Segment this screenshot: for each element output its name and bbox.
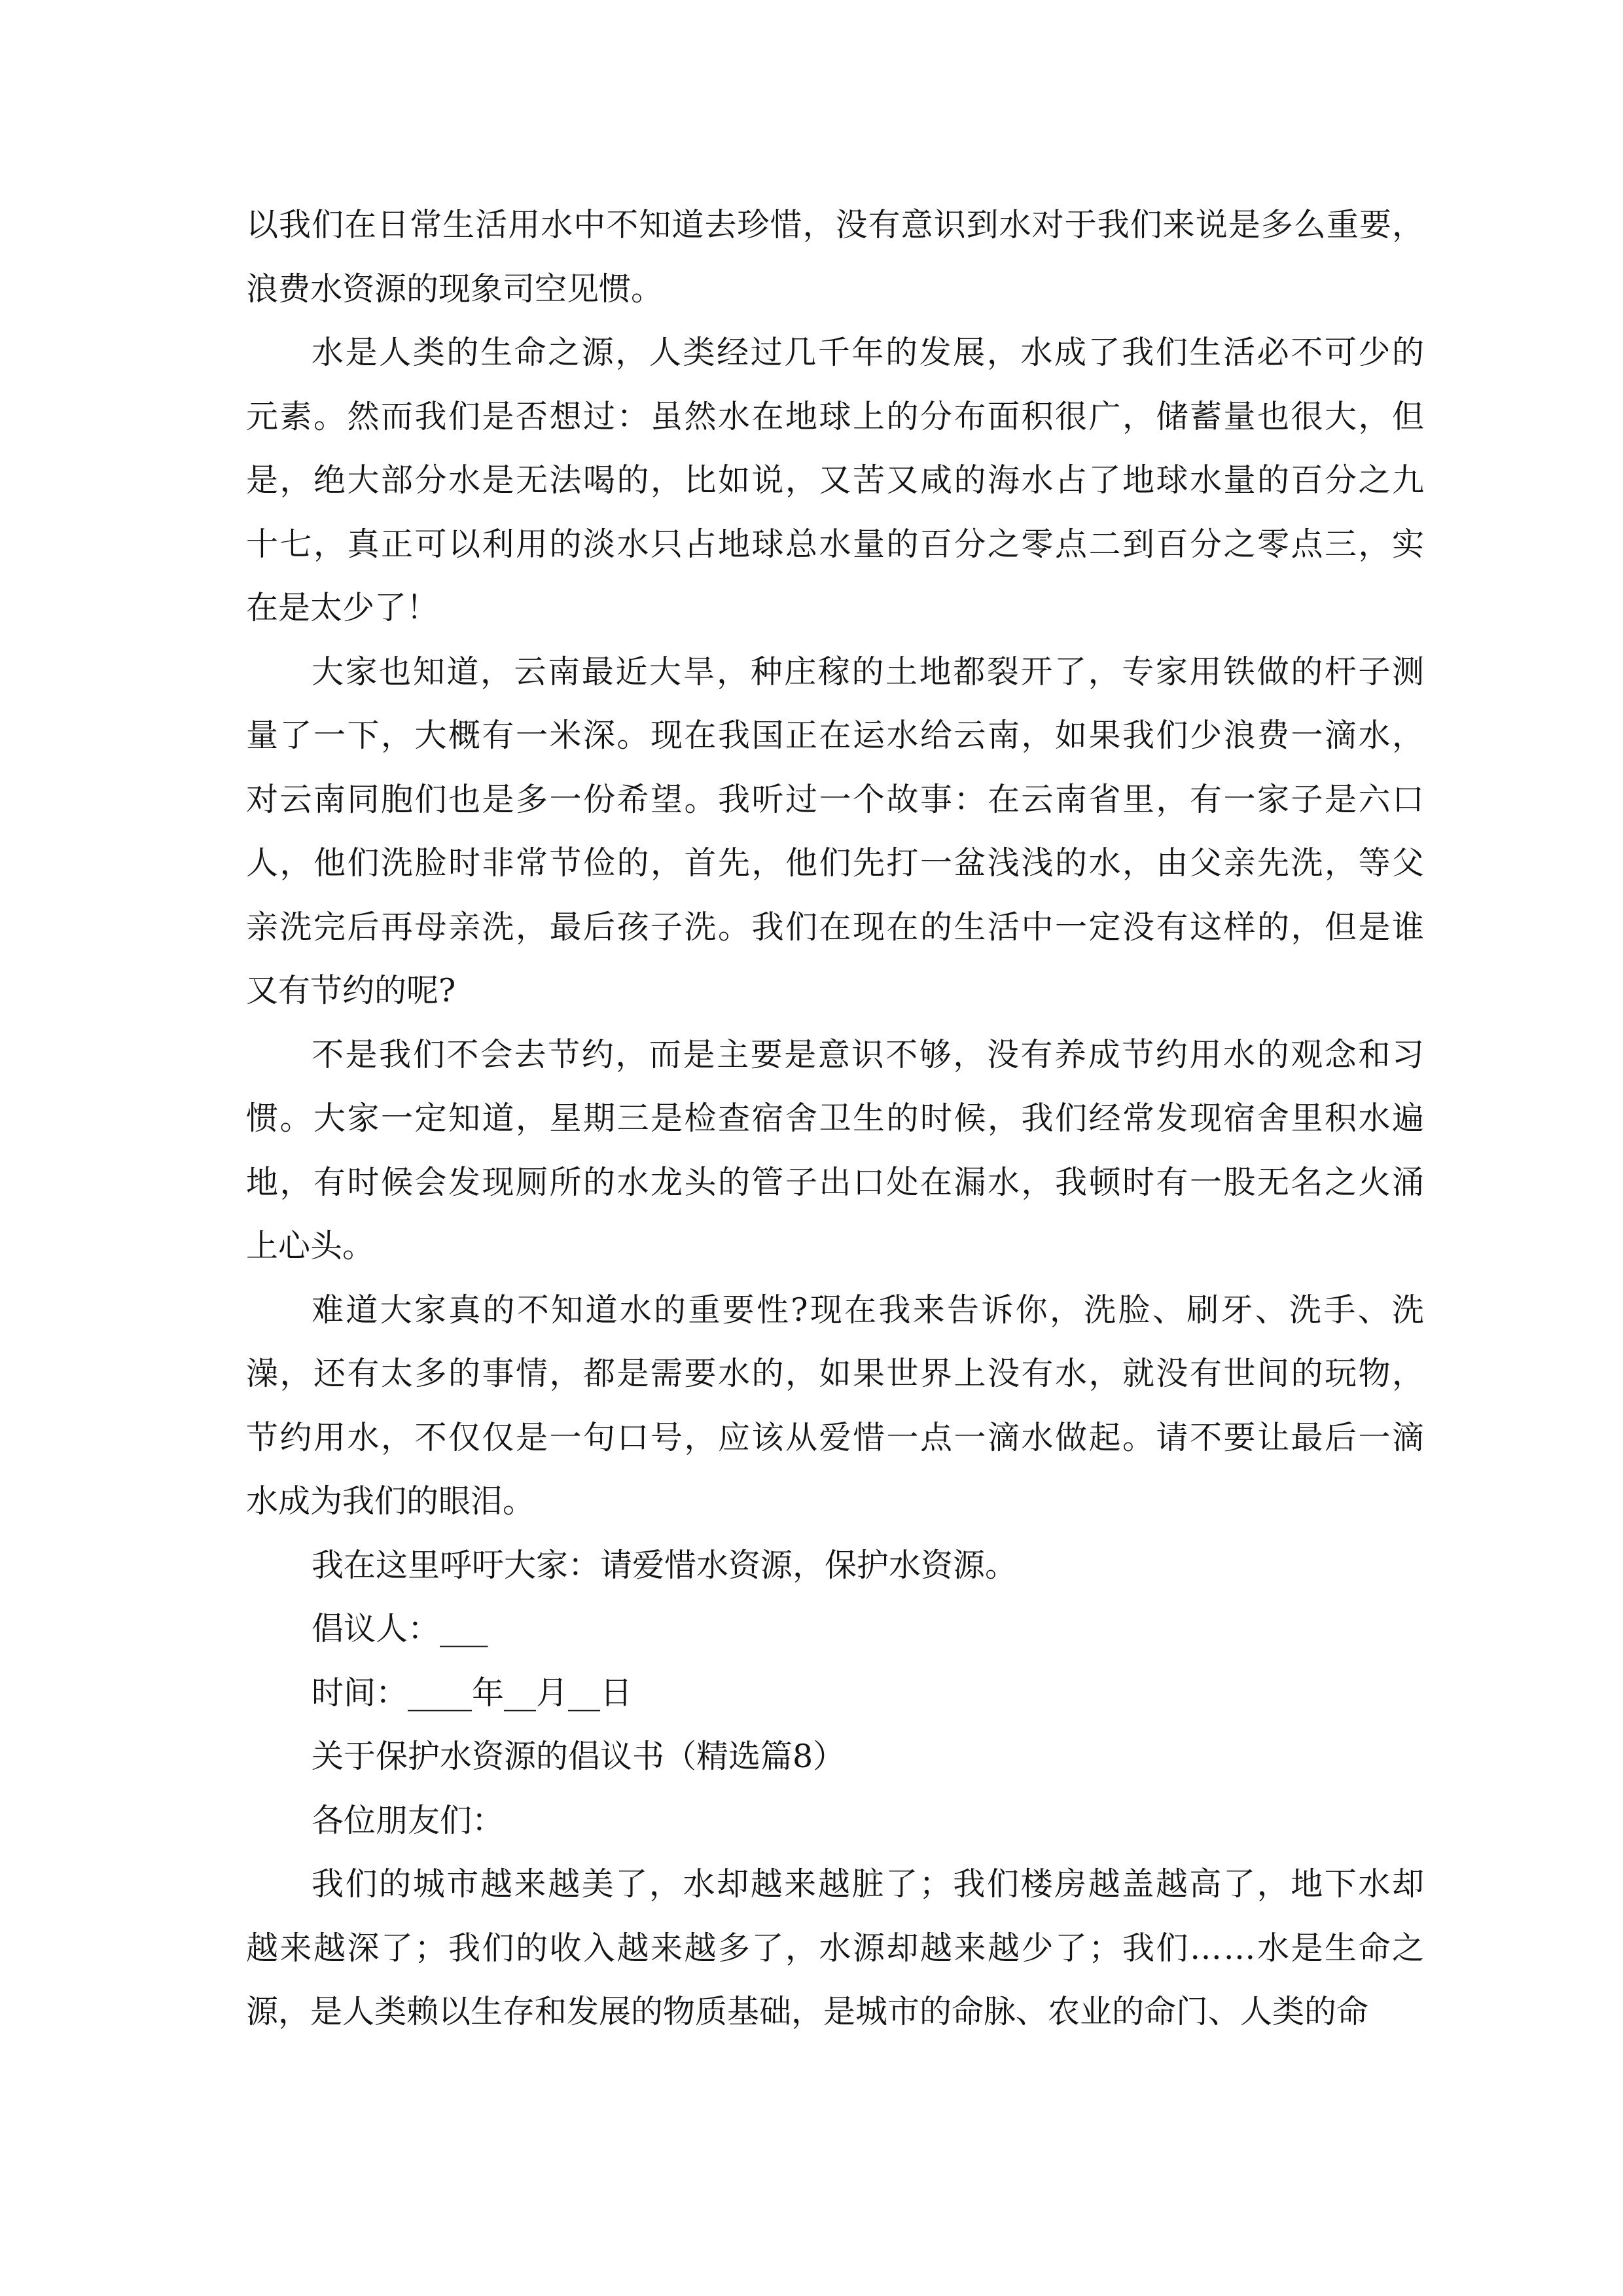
text-line: 越来越深了；我们的收入越来越多了，水源却越来越少了；我们……水是生命之 bbox=[246, 1929, 1426, 1967]
text-line: 各位朋友们： bbox=[312, 1801, 505, 1839]
paragraph-1 bbox=[246, 193, 1424, 321]
text-line: 上心头。 bbox=[246, 1227, 375, 1265]
section-title bbox=[246, 1725, 1424, 1789]
text-line: 我们的城市越来越美了，水却越来越脏了；我们楼房越盖越高了，地下水却 bbox=[312, 1865, 1426, 1903]
text-line: 在是太少了！ bbox=[246, 589, 439, 626]
text-line: 水是人类的生命之源，人类经过几千年的发展，水成了我们生活必不可少的 bbox=[312, 334, 1426, 371]
initiator-line bbox=[246, 1597, 1424, 1661]
paragraph-2 bbox=[246, 321, 1424, 640]
text-line: 难道大家真的不知道水的重要性?现在我来告诉你，洗脸、刷牙、洗手、洗 bbox=[312, 1291, 1427, 1329]
paragraph-5 bbox=[246, 1278, 1427, 1534]
text-line: 大家也知道，云南最近大旱，种庄稼的土地都裂开了，专家用铁做的杆子测 bbox=[312, 653, 1426, 691]
text-line: 关于保护水资源的倡议书（精选篇8） bbox=[312, 1738, 846, 1775]
text-line: 亲洗完后再母亲洗，最后孩子洗。我们在现在的生活中一定没有这样的，但是谁 bbox=[246, 908, 1426, 946]
text-line: 惯。大家一定知道，星期三是检查宿舍卫生的时候，我们经常发现宿舍里积水遍 bbox=[246, 1100, 1426, 1137]
text-line: 以我们在日常生活用水中不知道去珍惜，没有意识到水对于我们来说是多么重要， bbox=[246, 206, 1425, 243]
paragraph-3 bbox=[246, 640, 1424, 1023]
paragraph-6 bbox=[246, 1852, 1424, 2044]
text-line: 时间：____年__月__日 bbox=[312, 1674, 633, 1712]
text-line: 澡，还有太多的事情，都是需要水的，如果世界上没有水，就没有世间的玩物， bbox=[246, 1355, 1426, 1392]
text-line: 水成为我们的眼泪。 bbox=[246, 1482, 535, 1520]
text-line: 人，他们洗脸时非常节俭的，首先，他们先打一盆浅浅的水，由父亲先洗，等父 bbox=[246, 844, 1426, 882]
date-line bbox=[246, 1661, 1424, 1725]
text-line: 源，是人类赖以生存和发展的物质基础，是城市的命脉、农业的命门、人类的命 bbox=[246, 1993, 1369, 2030]
salutation bbox=[246, 1789, 1424, 1853]
text-line: 节约用水，不仅仅是一句口号，应该从爱惜一点一滴水做起。请不要让最后一滴 bbox=[246, 1418, 1426, 1456]
text-line: 不是我们不会去节约，而是主要是意识不够，没有养成节约用水的观念和习 bbox=[312, 1035, 1426, 1073]
text-line: 量了一下，大概有一米深。现在我国正在运水给云南，如果我们少浪费一滴水， bbox=[246, 717, 1426, 754]
document-body bbox=[246, 193, 1427, 2044]
text-line: 元素。然而我们是否想过：虽然水在地球上的分布面积很广，储蓄量也很大，但 bbox=[246, 397, 1426, 435]
text-line: 对云南同胞们也是多一份希望。我听过一个故事：在云南省里，有一家子是六口 bbox=[246, 780, 1426, 818]
text-line: 是，绝大部分水是无法喝的，比如说，又苦又咸的海水占了地球水量的百分之九 bbox=[246, 461, 1426, 499]
text-line: 浪费水资源的现象司空见惯。 bbox=[246, 270, 664, 308]
paragraph-appeal bbox=[246, 1534, 1424, 1598]
text-line: 地，有时候会发现厕所的水龙头的管子出口处在漏水，我顿时有一股无名之火涌 bbox=[246, 1163, 1426, 1201]
paragraph-4 bbox=[246, 1023, 1424, 1278]
text-line: 倡议人：___ bbox=[312, 1610, 488, 1647]
text-line: 又有节约的呢? bbox=[246, 972, 456, 1009]
text-line: 十七，真正可以利用的淡水只占地球总水量的百分之零点二到百分之零点三，实 bbox=[246, 525, 1426, 563]
text-line: 我在这里呼吁大家：请爱惜水资源，保护水资源。 bbox=[312, 1546, 1018, 1584]
